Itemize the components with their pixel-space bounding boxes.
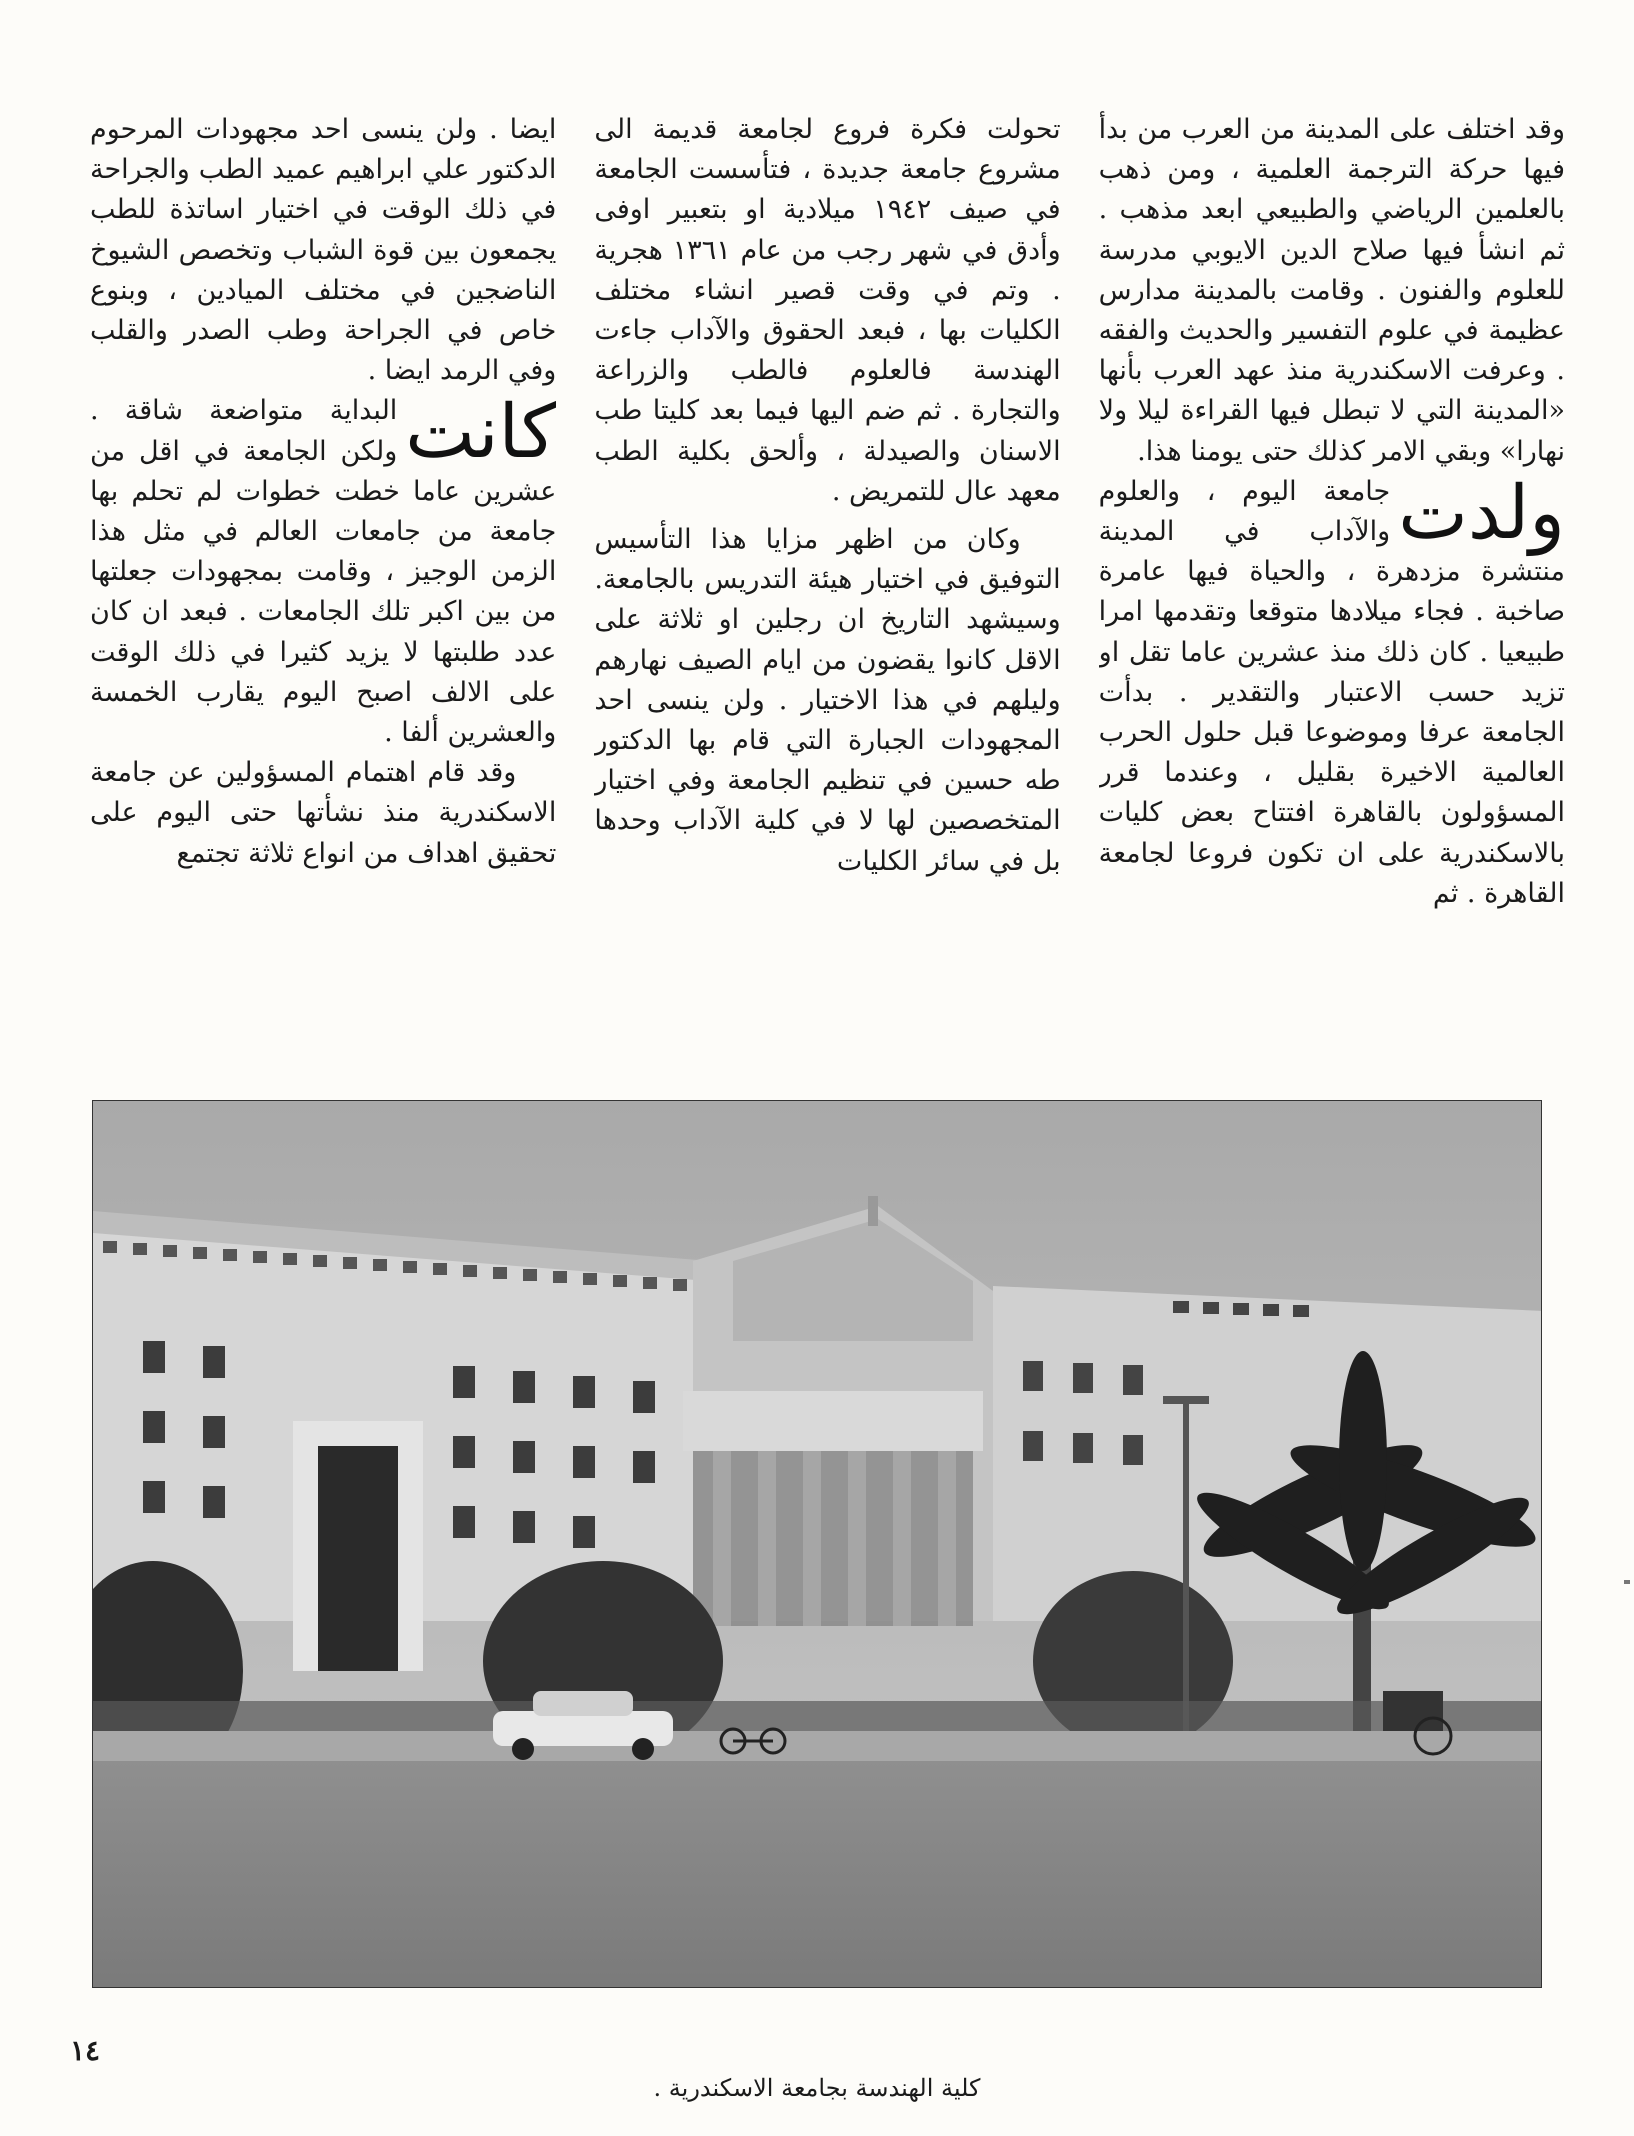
column-1: [1099, 110, 1565, 1060]
article-body: [90, 110, 1565, 1060]
col1-dropcap: ولدت: [1398, 471, 1565, 556]
col1-dropcap-paragraph: [1099, 472, 1565, 914]
flagpole-top: [868, 1196, 878, 1226]
col2-paragraph-1: تحولت فكرة فروع لجامعة قديمة الى مشروع جامعة جديدة ، فتأسست الجامعة في صيف ١٩٤٢ ميلادية او بتعبير اوفى وأدق في شهر رجب من عام ١٣٦١ هجرية . وتم في وقت قصير انشاء مختلف الكليات بها ، فبعد الحقوق والآداب جاءت الهندسة فالعلوم فالطب والزراعة والتجارة . ثم ضم اليها فيما بعد كليتا طب الاسنان والصيدلة ، وألحق بكلية الطب معهد عال للتمريض .: [594, 114, 1061, 507]
portico-lintel: [683, 1391, 983, 1451]
portico-shadow: [693, 1451, 973, 1626]
sidewalk: [93, 1731, 1542, 1761]
faculty-building-photo: [92, 1100, 1542, 1988]
road: [93, 1761, 1542, 1988]
side-entrance-door: [318, 1446, 398, 1671]
col3-paragraph-1: ايضا . ولن ينسى احد مجهودات المرحوم الدكتور علي ابراهيم عميد الطب والجراحة في ذلك الوقت في اختيار اساتذة للطب يجمعون بين قوة الشباب وتخصص الشيوخ الناضجين في مختلف الميادين ، وبنوع خاص في الجراحة وطب الصدر والقلب وفي الرمد ايضا .: [90, 114, 557, 387]
col3-dropcap-paragraph: [90, 391, 556, 753]
fence: [93, 1701, 1542, 1731]
lamp-arm: [1163, 1396, 1209, 1404]
col3-dropcap: كانت: [405, 391, 557, 476]
col2-paragraph-2: وكان من اظهر مزايا هذا التأسيس التوفيق في اختيار هيئة التدريس بالجامعة. وسيشهد التاريخ ان رجلين او ثلاثة على الاقل كانوا يقضون من ايام الصيف نهارهم وليلهم في هذا الاختيار . ولن ينسى احد المجهودات الجبارة التي قام بها الدكتور طه حسين في تنظيم الجامعة وفي اختيار المتخصصين لها لا في كلية الآداب وحدها بل في سائر الكليات: [594, 524, 1061, 877]
photo-caption: كلية الهندسة بجامعة الاسكندرية .: [653, 2074, 981, 2102]
page-number: ١٤: [70, 2034, 101, 2067]
col1-paragraph-1: وقد اختلف على المدينة من العرب من بدأ فيها حركة الترجمة العلمية ، ومن ذهب بالعلمين الرياضي والطبيعي ابعد مذهب . ثم انشأ فيها صلاح الدين الايوبي مدرسة للعلوم والفنون . وقامت بالمدينة مدارس عظيمة في علوم التفسير والحديث والفقه . وعرفت الاسكندرية منذ عهد العرب بأنها «المدينة التي لا تبطل فيها القراءة ليلا ولا نهارا» وبقي الامر كذلك حتى يومنا هذا.: [1098, 114, 1565, 467]
col3-paragraph-3: وقد قام اهتمام المسؤولين عن جامعة الاسكندرية منذ نشأتها حتى اليوم على تحقيق اهداف من انواع ثلاثة تجتمع: [90, 757, 557, 869]
scan-mark: [1624, 1580, 1630, 1584]
photo-illustration: [93, 1101, 1542, 1988]
col1-paragraph-2: جامعة اليوم ، والعلوم والآداب في المدينة منتشرة مزدهرة ، والحياة فيها عامرة صاخبة . فجاء ميلادها متوقعا وتقدمها امرا طبيعيا . كان ذلك منذ عشرين عاما تقل او تزيد حسب الاعتبار والتقدير . بدأت الجامعة عرفا وموضوعا قبل حلول الحرب العالمية الاخيرة بقليل ، وعندما قرر المسؤولون بالقاهرة افتتاح بعض كليات بالاسكندرية على ان تكون فروعا لجامعة القاهرة . ثم: [1098, 475, 1565, 909]
column-3: [90, 110, 556, 1060]
col3-paragraph-2: البداية متواضعة شاقة . ولكن الجامعة في اقل من عشرين عاما خطت خطوات لم تحلم بها جامعة من جامعات العالم في مثل هذا الزمن الوجيز ، وقامت بمجهودات جعلتها من بين اكبر تلك الجامعات . فبعد ان كان عدد طلبتها لا يزيد كثيرا في ذلك الوقت على الالف اصبح اليوم يقارب الخمسة والعشرين ألفا .: [90, 395, 557, 749]
left-wing: [93, 1221, 773, 1621]
column-2: [594, 110, 1060, 1060]
